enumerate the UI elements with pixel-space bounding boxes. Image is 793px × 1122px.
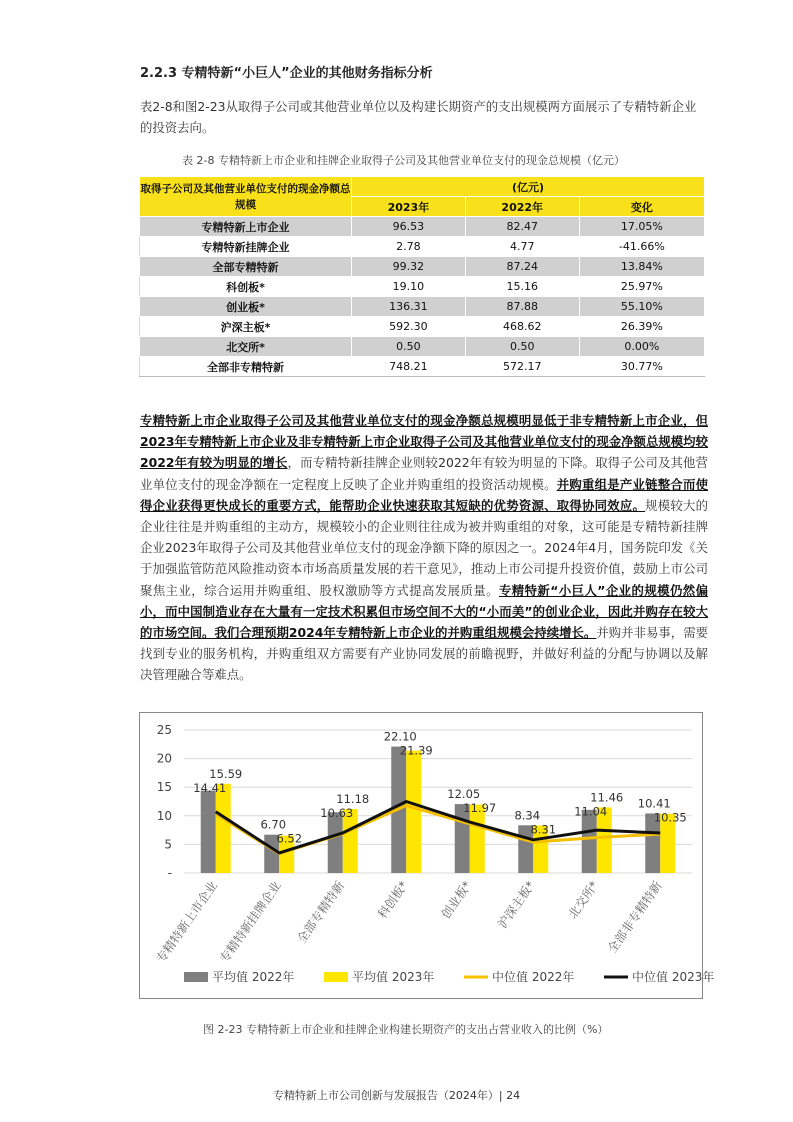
table-col-header: 2022年: [465, 197, 579, 217]
data-label: 11.18: [336, 792, 370, 807]
row-label: 科创板*: [140, 277, 352, 297]
cell: 99.32: [352, 257, 466, 277]
cell: 572.17: [465, 357, 579, 377]
legend-swatch: [324, 972, 348, 982]
emphasis-text: 专精特新“小巨人”企业的规模仍然偏小，而中国制造业存在大量有一定技术积累但市场空间不大的“小而美”的创业企业，因此并购存在较大的市场空间。我们合理预期2024年专精特新上市企业的并购重组规模会持续增长。: [140, 582, 708, 641]
cell: 4.77: [465, 237, 579, 257]
row-label: 北交所*: [140, 337, 352, 357]
cell: 468.62: [465, 317, 579, 337]
table-row: [140, 337, 705, 357]
body-text: 并购并非易事，需要找到专业的服务机构，并购重组双方需要有产业协同发展的前瞻视野，并做好利益的分配与协调以及解决管理融合等难点。: [140, 625, 708, 683]
cell: 30.77%: [579, 357, 704, 377]
cell: 82.47: [465, 217, 579, 237]
legend-label: 平均值 2022年: [212, 970, 295, 984]
data-label: 14.41: [193, 780, 227, 795]
body-paragraph: [140, 410, 708, 686]
cell: 13.84%: [579, 257, 704, 277]
legend-label: 中位值 2022年: [492, 970, 575, 984]
x-tick-label: 全部非专精特新: [605, 878, 665, 956]
cell: 87.24: [465, 257, 579, 277]
data-label: 10.35: [653, 810, 687, 825]
row-label: 全部非专精特新: [140, 357, 352, 377]
cell: 0.00%: [579, 337, 704, 357]
table-caption: 表 2-8 专精特新上市企业和挂牌企业取得子公司及其他营业单位支付的现金总规模（亿元）: [182, 154, 625, 167]
data-label: 12.05: [447, 787, 481, 802]
data-label: 8.31: [530, 822, 557, 837]
cell: 26.39%: [579, 317, 704, 337]
capex-ratio-chart: [140, 713, 715, 998]
section-heading: 2.2.3 专精特新“小巨人”企业的其他财务指标分析: [140, 66, 433, 81]
body-text: 规模较大的企业往往是并购重组的主动方，规模较小的企业则往往成为被并购重组的对象，这可能是专精特新挂牌企业2023年取得子公司及其他营业单位支付的现金净额下降的原因之一。2024年4月，国务院印发《关于加强监管防范风险推动资本市场高质量发展的若干意见》，推动上市公司提升投资价值，鼓励上市公司聚焦主业，综合运用并购重组、股权激励等方式提高发展质量。: [140, 497, 709, 598]
y-tick-label: 10: [156, 808, 172, 823]
y-tick-label: -: [167, 866, 172, 880]
x-tick-label: 全部专精特新: [294, 878, 348, 946]
intro-paragraph: 表2-8和图2-23从取得子公司或其他营业单位以及构建长期资产的支出规模两方面展示了专精特新企业的投资去向。: [140, 99, 697, 135]
chart-frame: [139, 712, 715, 999]
cell: 136.31: [352, 297, 466, 317]
table-row: [140, 257, 705, 277]
data-label: 10.63: [320, 806, 354, 821]
table-col-header: 变化: [579, 197, 704, 217]
legend-swatch: [184, 972, 208, 982]
cell: 87.88: [465, 297, 579, 317]
legend-label: 平均值 2023年: [352, 970, 435, 984]
cell: 55.10%: [579, 297, 704, 317]
x-tick-label: 科创板*: [375, 878, 411, 922]
bar: [406, 751, 421, 873]
bar: [216, 784, 231, 873]
cell: 96.53: [352, 217, 466, 237]
x-tick-label: 北交所*: [565, 878, 602, 922]
row-label: 沪深主板*: [140, 317, 352, 337]
legend-label: 中位值 2023年: [632, 970, 715, 984]
table-row: [140, 237, 705, 257]
x-tick-label: 专精特新挂牌企业: [217, 878, 284, 966]
table-row: [140, 217, 705, 237]
row-label: 专精特新上市企业: [140, 217, 352, 237]
cell: 15.16: [465, 277, 579, 297]
bar: [328, 812, 343, 873]
cell: 0.50: [465, 337, 579, 357]
table-row: [140, 297, 705, 317]
financial-table: [139, 176, 705, 377]
table-row: [140, 357, 705, 377]
y-tick-label: 15: [156, 780, 172, 795]
row-label: 创业板*: [140, 297, 352, 317]
cell: 2.78: [352, 237, 466, 257]
table-row: [140, 317, 705, 337]
table-col-header: 2023年: [352, 197, 466, 217]
x-tick-label: 沪深主板*: [495, 878, 538, 931]
page-footer: 专精特新上市公司创新与发展报告（2024年）| 24: [272, 1089, 521, 1102]
x-tick-label: 创业板*: [438, 878, 475, 922]
chart-caption: 图 2-23 专精特新上市企业和挂牌企业构建长期资产的支出占营业收入的比例（%）: [203, 1023, 609, 1036]
cell: 0.50: [352, 337, 466, 357]
table-corner-label: 取得子公司及其他营业单位支付的现金净额总规模: [140, 177, 352, 217]
cell: 748.21: [352, 357, 466, 377]
data-label: 11.04: [574, 804, 608, 819]
data-label: 6.52: [276, 831, 303, 846]
row-label: 全部专精特新: [140, 257, 352, 277]
data-label: 15.59: [209, 766, 243, 781]
data-label: 10.41: [637, 796, 671, 811]
cell: 25.97%: [579, 277, 704, 297]
data-label: 21.39: [399, 743, 433, 758]
cell: -41.66%: [579, 237, 704, 257]
data-label: 6.70: [260, 817, 287, 832]
emphasis-text: 并购重组是产业链整合而使得企业获得更快成长的重要方式，能帮助企业快速获取其短缺的优势资源、取得协同效应。: [140, 476, 709, 513]
data-label: 22.10: [383, 729, 417, 744]
table-row: [140, 277, 705, 297]
x-tick-label: 专精特新上市企业: [153, 878, 221, 966]
body-text: ，而专精特新挂牌企业则较2022年有较为明显的下降。取得子公司及其他营业单位支付的现金净额在一定程度上反映了企业并购重组的投资活动规模。: [140, 455, 708, 492]
bar: [582, 810, 597, 873]
row-label: 专精特新挂牌企业: [140, 237, 352, 257]
data-label: 11.46: [590, 790, 624, 805]
y-tick-label: 25: [156, 723, 172, 737]
table-unit-header: (亿元): [352, 177, 705, 197]
cell: 592.30: [352, 317, 466, 337]
emphasis-text: 专精特新上市企业取得子公司及其他营业单位支付的现金净额总规模明显低于非专精特新上市企业，但2023年专精特新上市企业及非专精特新上市企业取得子公司及其他营业单位支付的现金净额总规模均较2022年有较为明显的增长: [140, 413, 708, 471]
cell: 19.10: [352, 277, 466, 297]
data-label: 11.97: [463, 801, 497, 816]
bar: [201, 791, 216, 873]
cell: 17.05%: [579, 217, 704, 237]
y-tick-label: 20: [156, 751, 172, 766]
y-tick-label: 5: [164, 837, 172, 852]
data-label: 8.34: [514, 808, 541, 823]
